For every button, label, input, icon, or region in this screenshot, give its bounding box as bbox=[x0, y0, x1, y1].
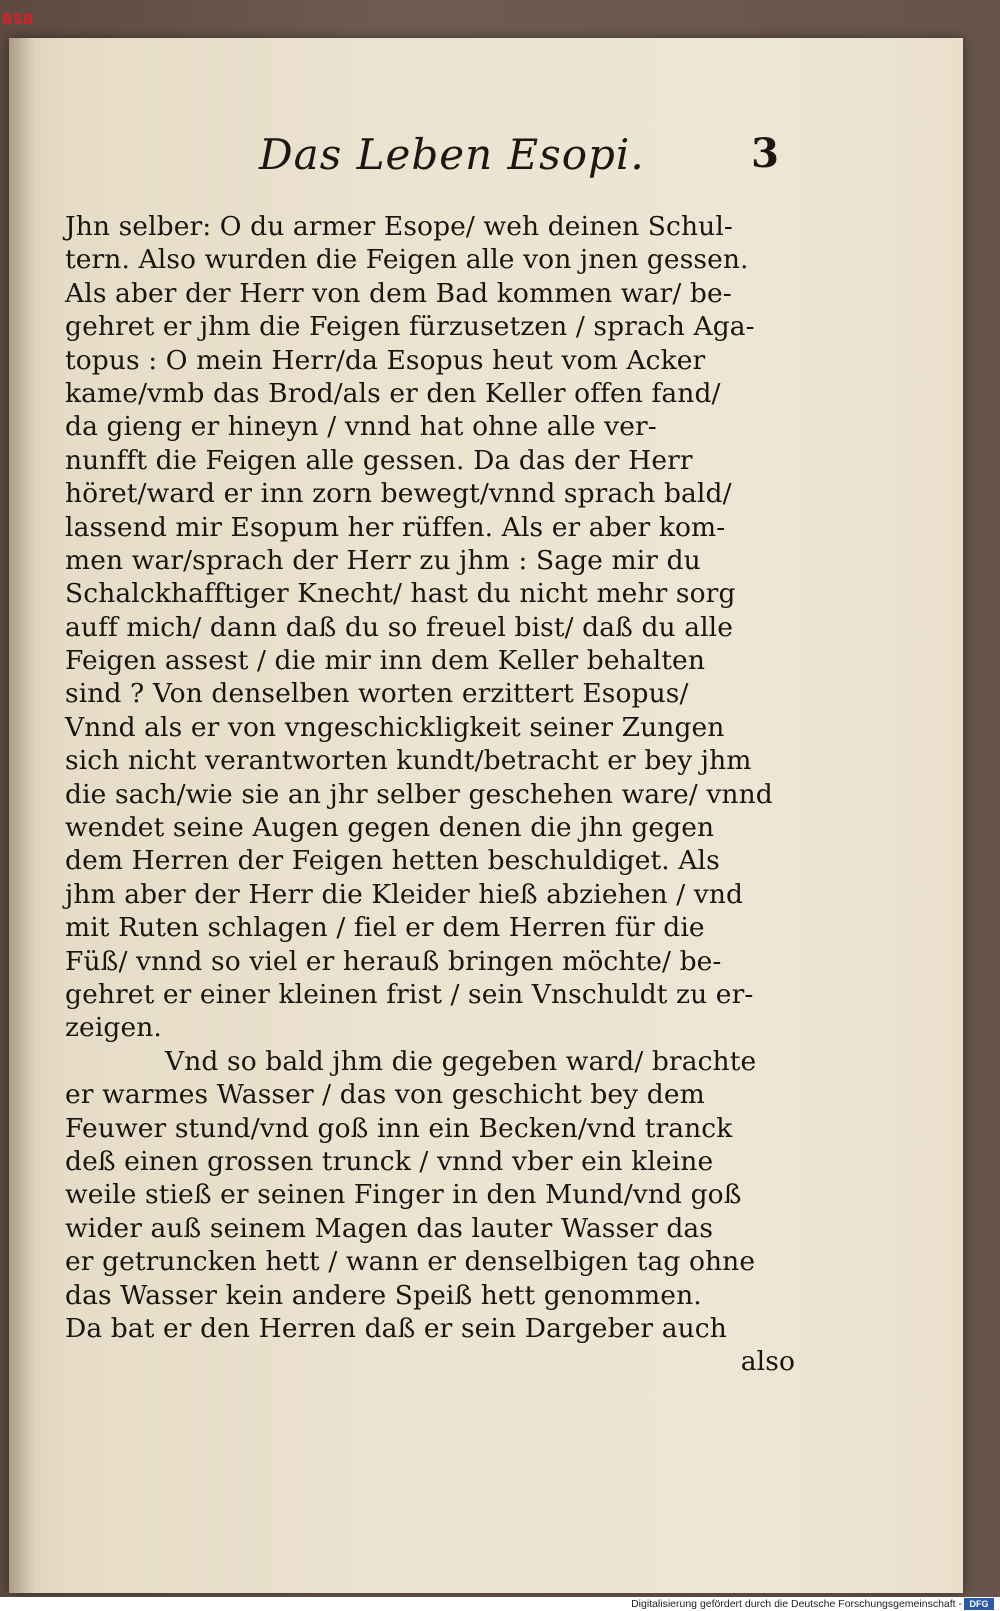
book-page bbox=[9, 38, 963, 1593]
text-line: wendet seine Augen gegen denen die jhn gegen bbox=[65, 812, 715, 844]
text-line: dem Herren der Feigen hetten beschuldiget. Als bbox=[65, 845, 720, 877]
page-number: 3 bbox=[751, 130, 779, 177]
text-line: men war/sprach der Herr zu jhm : Sage mir du bbox=[65, 544, 701, 576]
running-title: Das Leben Esopi. bbox=[259, 130, 645, 179]
text-line: kame/vmb das Brod/als er den Keller offen fand/ bbox=[65, 377, 721, 409]
text-line: sich nicht verantworten kundt/betracht er bey jhm bbox=[65, 745, 752, 777]
body-text bbox=[65, 210, 795, 1379]
text-line: wider auß seinem Magen das lauter Wasser das bbox=[65, 1212, 714, 1244]
catchword: also bbox=[740, 1346, 795, 1378]
text-line: gehret er einer kleinen frist / sein Vnschuldt zu er- bbox=[65, 978, 754, 1010]
text-line: das Wasser kein andere Speiß hett genommen. bbox=[65, 1279, 702, 1311]
text-line: Vnnd als er von vngeschickligkeit seiner Zungen bbox=[65, 711, 725, 743]
funding-credit: Digitalisierung gefördert durch die Deutsche Forschungsgemeinschaft - bbox=[631, 1598, 962, 1610]
text-line: Füß/ vnnd so viel er herauß bringen möchte/ be- bbox=[65, 945, 722, 977]
text-line: da gieng er hineyn / vnnd hat ohne alle ver- bbox=[65, 411, 657, 443]
text-line: weile stieß er seinen Finger in den Mund/vnd goß bbox=[65, 1179, 742, 1211]
paragraph-start-line: Vnd so bald jhm die gegeben ward/ brachte bbox=[165, 1045, 757, 1077]
text-line: nunfft die Feigen alle gessen. Da das der Herr bbox=[65, 444, 693, 476]
text-line: gehret er jhm die Feigen fürzusetzen / sprach Aga- bbox=[65, 311, 755, 343]
gutter-shadow bbox=[9, 38, 35, 1593]
footer-bar bbox=[0, 1597, 1000, 1611]
text-line: sind ? Von denselben worten erzittert Esopus/ bbox=[65, 678, 689, 710]
text-line: deß einen grossen trunck / vnnd vber ein kleine bbox=[65, 1145, 714, 1177]
text-line: Feuwer stund/vnd goß inn ein Becken/vnd tranck bbox=[65, 1112, 733, 1144]
page-header bbox=[259, 130, 779, 190]
bsb-logo: BSB bbox=[2, 12, 34, 28]
text-line: jhm aber der Herr die Kleider hieß abziehen / vnd bbox=[65, 878, 744, 910]
text-line: er getruncken hett / wann er denselbigen tag ohne bbox=[65, 1246, 756, 1278]
text-line: Jhn selber: O du armer Esope/ weh deinen Schul- bbox=[65, 211, 733, 242]
text-line: die sach/wie sie an jhr selber geschehen ware/ vnnd bbox=[65, 778, 773, 810]
text-line: höret/ward er inn zorn bewegt/vnnd sprach bald/ bbox=[65, 478, 732, 510]
text-line: er warmes Wasser / das von geschicht bey dem bbox=[65, 1079, 705, 1111]
text-line: Feigen assest / die mir inn dem Keller behalten bbox=[65, 645, 705, 677]
text-line: Schalckhafftiger Knecht/ hast du nicht mehr sorg bbox=[65, 578, 736, 610]
text-line: Als aber der Herr von dem Bad kommen war/ be- bbox=[65, 277, 732, 309]
text-line: topus : O mein Herr/da Esopus heut vom Acker bbox=[65, 344, 706, 376]
dfg-logo: DFG bbox=[964, 1598, 994, 1610]
text-line: zeigen. bbox=[65, 1012, 162, 1044]
text-line: Da bat er den Herren daß er sein Dargeber auch bbox=[65, 1312, 727, 1344]
text-line: mit Ruten schlagen / fiel er dem Herren für die bbox=[65, 912, 705, 944]
text-line: lassend mir Esopum her rüffen. Als er aber kom- bbox=[65, 511, 726, 543]
text-line: auff mich/ dann daß du so freuel bist/ daß du alle bbox=[65, 611, 734, 643]
text-line: tern. Also wurden die Feigen alle von jnen gessen. bbox=[65, 244, 749, 276]
